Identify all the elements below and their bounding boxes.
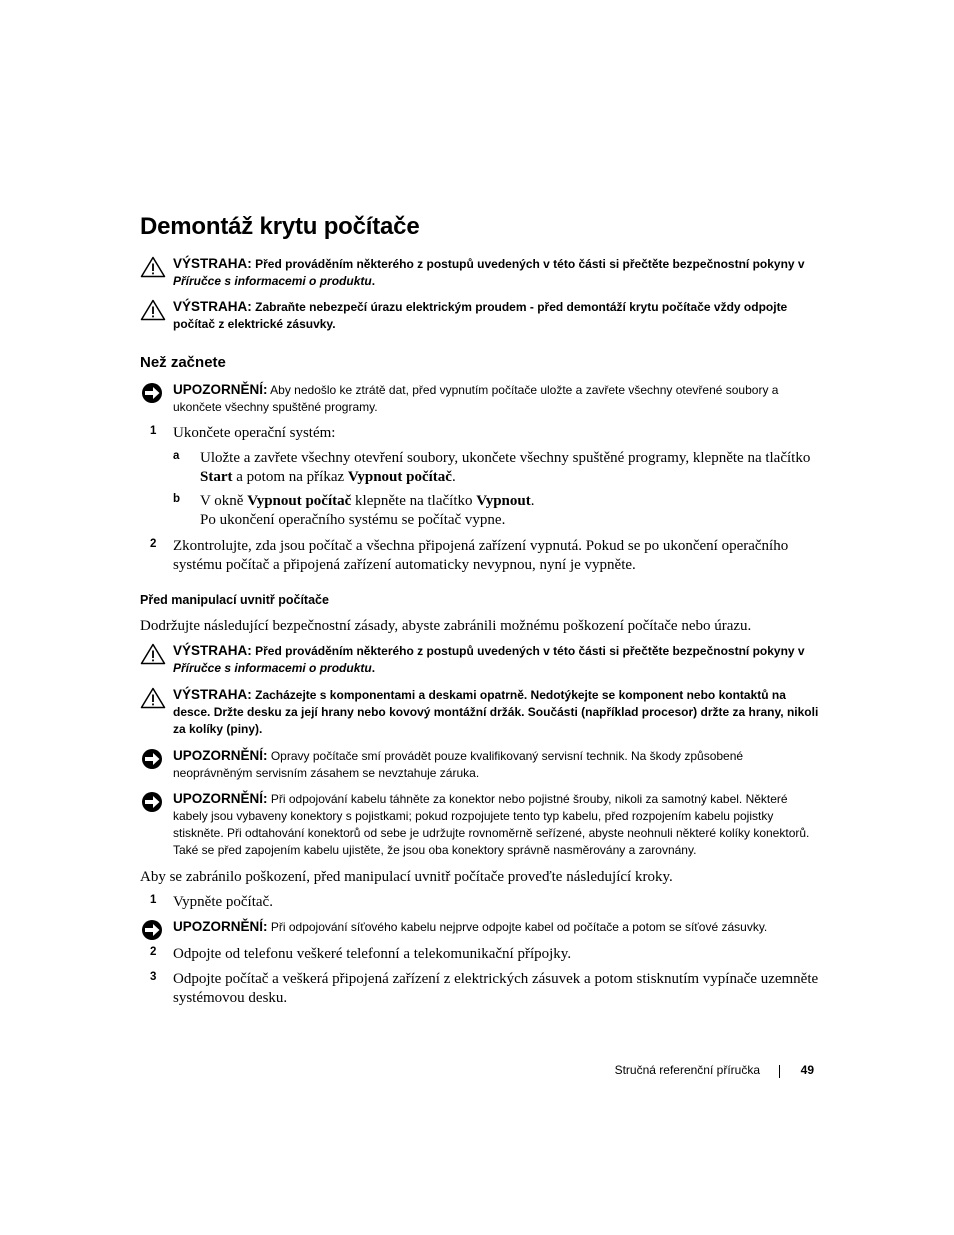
step-text: Zkontrolujte, zda jsou počítač a všechna připojená zařízení vypnutá. Pokud se po ukončení operačního systému počítač a připojená zařízení automaticky nevypnou, nyní je vypněte. — [173, 538, 789, 573]
footer-title: Stručná referenční příručka — [614, 1063, 760, 1077]
notice-arrow-icon — [140, 791, 166, 813]
notice-label: UPOZORNĚNÍ: — [173, 919, 268, 934]
step-number: 1 — [150, 425, 157, 437]
notice-label: UPOZORNĚNÍ: — [173, 791, 268, 806]
warning-end: . — [371, 661, 376, 675]
section-heading: Než začnete — [140, 354, 226, 371]
ui-term: Vypnout počítač — [247, 493, 352, 509]
warning-triangle-icon — [140, 299, 166, 321]
step-number: 3 — [150, 971, 157, 983]
step-text: Vypněte počítač. — [173, 894, 273, 910]
warning-text: Zacházejte s komponentami a deskami opatrně. Nedotýkejte se komponent nebo kontaktů na desce. Držte desku za její hrany nebo kovový montážní držák. Součásti (například procesor) držte za hrany, nikoli za kolíky (piny). — [173, 688, 819, 736]
warning-text: Před prováděním některého z postupů uvedených v této části si přečtěte bezpečnostní pokyny v — [255, 644, 805, 658]
substep-text: Uložte a zavřete všechny otevření soubory, ukončete všechny spuštěné programy, klepněte na tlačítko Start a potom na příkaz Vypnout počítač. — [200, 450, 811, 485]
warning-block — [140, 255, 820, 290]
step-text: Ukončete operační systém: — [173, 425, 336, 441]
substep-letter: b — [173, 493, 181, 505]
notice-text: Opravy počítače smí provádět pouze kvalifikovaný servisní technik. Na škody způsobené neoprávněným servisním zásahem se nevztahuje záruka. — [173, 749, 744, 780]
notice-label: UPOZORNĚNÍ: — [173, 382, 268, 397]
notice-arrow-icon — [140, 748, 166, 770]
page-footer — [560, 1063, 816, 1081]
subsection-heading: Před manipulací uvnitř počítače — [140, 593, 329, 607]
step-number: 2 — [150, 946, 157, 958]
step-number: 1 — [150, 894, 157, 906]
list-item — [150, 945, 820, 964]
substep-text: V okně Vypnout počítač klepněte na tlačítko Vypnout. Po ukončení operačního systému se počítač vypne. — [200, 493, 535, 528]
warning-text: Před prováděním některého z postupů uvedených v této části si přečtěte bezpečnostní pokyny v — [255, 257, 805, 271]
warning-block — [140, 686, 820, 738]
notice-text: Při odpojování síťového kabelu nejprve odpojte kabel od počítače a potom se síťové zásuvky. — [270, 920, 768, 934]
paragraph: Dodržujte následující bezpečnostní zásady, abyste zabránili možnému poškození počítače nebo úrazu. — [140, 618, 752, 634]
warning-block — [140, 642, 820, 677]
notice-text: Aby nedošlo ke ztrátě dat, před vypnutím počítače uložte a zavřete všechny otevřené soubory a ukončete všechny spuštěné programy. — [173, 383, 779, 414]
page-title: Demontáž krytu počítače — [140, 213, 420, 240]
step-number: 2 — [150, 538, 157, 550]
warning-block — [140, 298, 820, 333]
ui-term: Vypnout počítač — [347, 469, 452, 485]
warning-label: VÝSTRAHA: — [173, 256, 252, 271]
warning-label: VÝSTRAHA: — [173, 643, 252, 658]
list-item — [150, 970, 820, 1008]
warning-triangle-icon — [140, 687, 166, 709]
step-text: Odpojte od telefonu veškeré telefonní a telekomunikační přípojky. — [173, 946, 572, 962]
warning-triangle-icon — [140, 256, 166, 278]
warning-reference: Příručce s informacemi o produktu — [173, 274, 372, 288]
substep-note: Po ukončení operačního systému se počítač vypne. — [200, 512, 506, 528]
notice-block — [140, 918, 820, 936]
warning-reference: Příručce s informacemi o produktu — [173, 661, 372, 675]
notice-block — [140, 381, 820, 416]
list-item — [150, 537, 820, 575]
footer-divider — [779, 1065, 780, 1078]
notice-block — [140, 747, 820, 782]
ui-term: Vypnout — [476, 493, 531, 509]
list-item — [150, 893, 820, 912]
paragraph: Aby se zabránilo poškození, před manipulací uvnitř počítače proveďte následující kroky. — [140, 869, 673, 885]
warning-text: Zabraňte nebezpečí úrazu elektrickým proudem - před demontáží krytu počítače vždy odpojte počítač z elektrické zásuvky. — [173, 300, 788, 331]
notice-label: UPOZORNĚNÍ: — [173, 748, 268, 763]
notice-arrow-icon — [140, 919, 166, 941]
warning-label: VÝSTRAHA: — [173, 299, 252, 314]
list-item — [173, 449, 820, 487]
warning-triangle-icon — [140, 643, 166, 665]
page-number: 49 — [800, 1063, 814, 1077]
substep-letter: a — [173, 450, 180, 462]
warning-label: VÝSTRAHA: — [173, 687, 252, 702]
warning-end: . — [371, 274, 376, 288]
step-text: Odpojte počítač a veškerá připojená zařízení z elektrických zásuvek a potom stisknutím vypínače uzemněte systémovou desku. — [173, 971, 819, 1006]
notice-arrow-icon — [140, 382, 166, 404]
ui-term: Start — [200, 469, 233, 485]
list-item — [150, 424, 820, 443]
notice-text: Při odpojování kabelu táhněte za konektor nebo pojistné šrouby, nikoli za samotný kabel. Některé kabely jsou vybaveny konektory s pojistkami; pokud rozpojujete tento typ kabelu, před rozpojením kabelu pojistky stiskněte. Při odtahování konektorů od sebe je udržujte rovnoměrně seřízené, abyste neohnuli některé kolíky konektorů. Také se před zapojením kabelu ujistěte, že jsou oba konektory správně nasměrovány a zarovnány. — [173, 792, 810, 857]
list-item — [173, 492, 820, 530]
notice-block — [140, 790, 820, 859]
